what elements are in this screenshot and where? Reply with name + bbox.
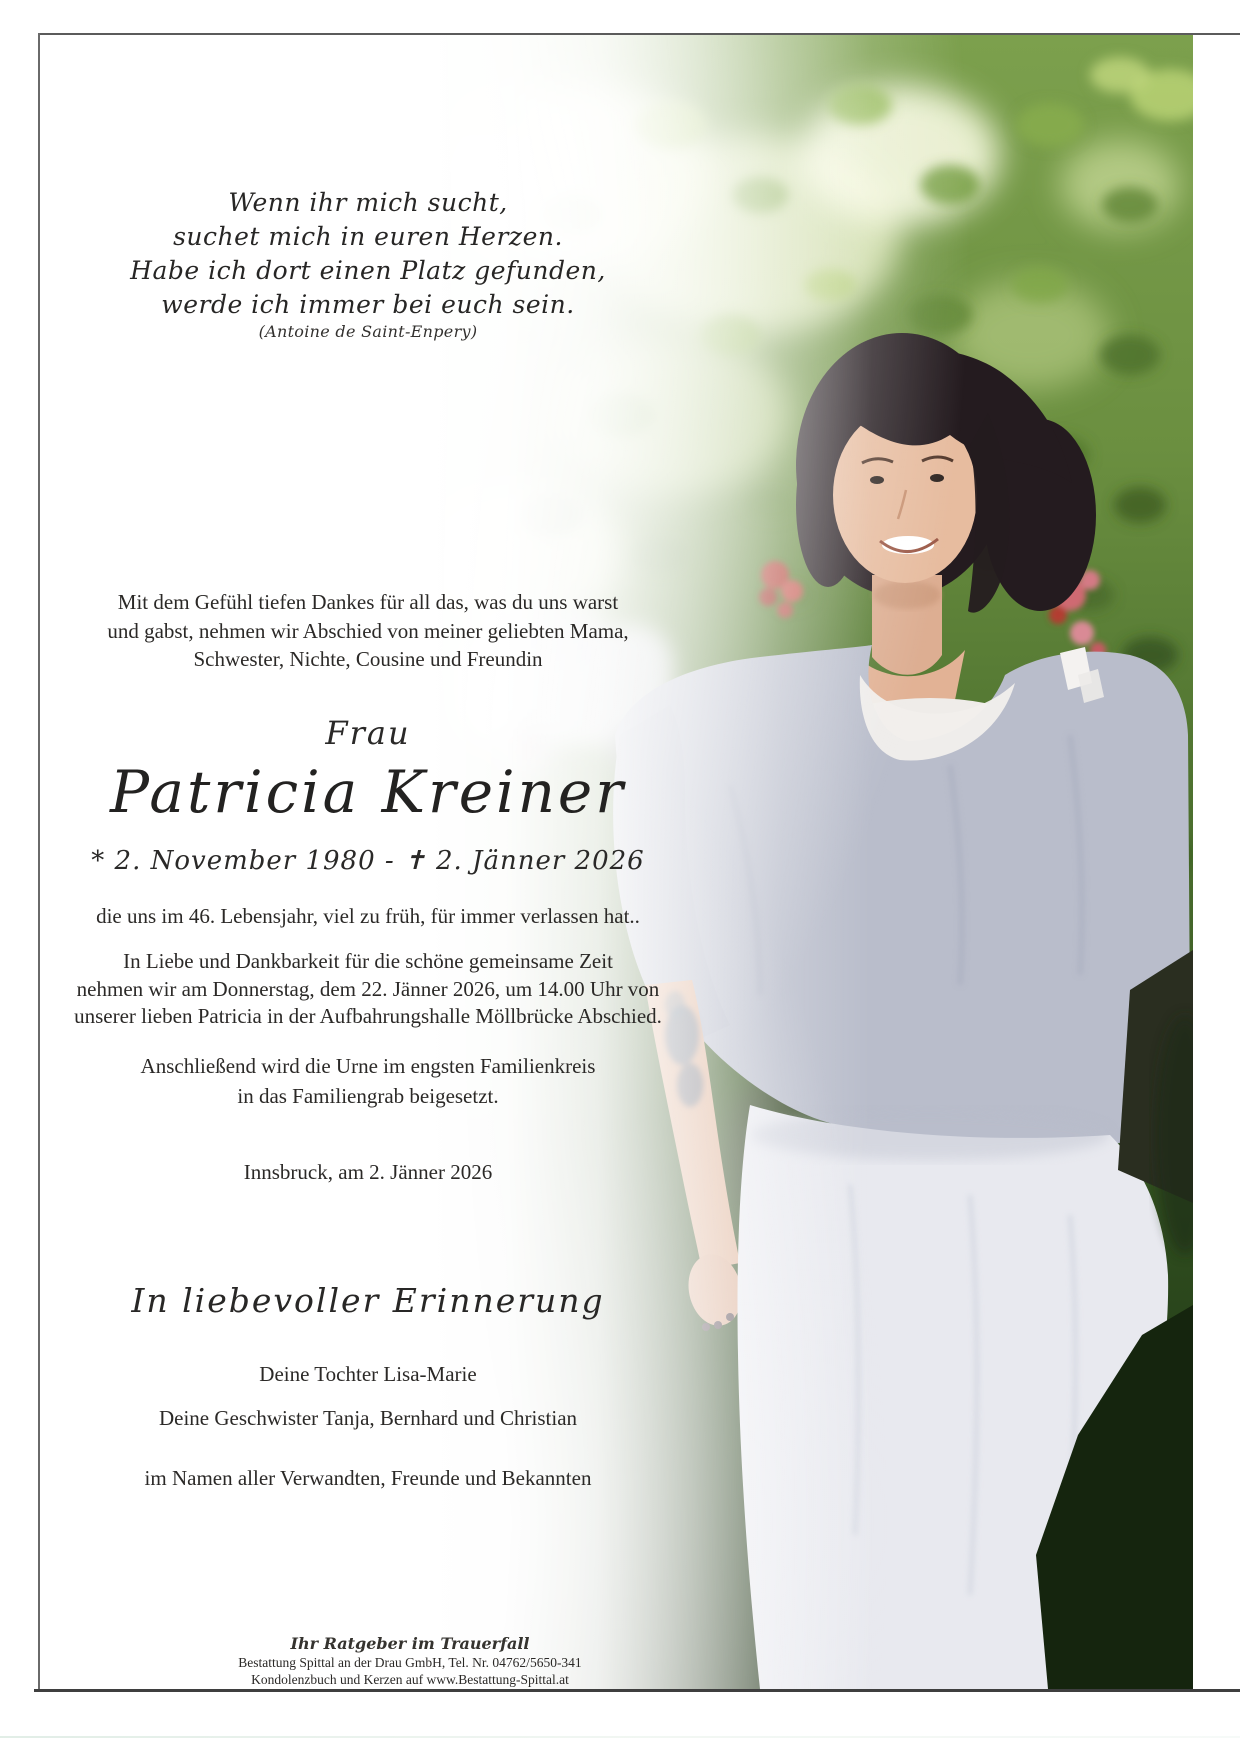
mourner-line: Deine Tochter Lisa-Marie — [259, 1362, 477, 1386]
urn-line: Anschließend wird die Urne im engsten Familienkreis — [140, 1054, 596, 1078]
footer-tagline: Ihr Ratgeber im Trauerfall — [290, 1634, 530, 1653]
intro-line: Mit dem Gefühl tiefen Dankes für all das, was du uns warst — [117, 590, 619, 614]
intro-paragraph — [36, 588, 700, 674]
quote-attribution: (Antoine de Saint-Enpery) — [258, 322, 478, 341]
urn-line: in das Familiengrab beigesetzt. — [237, 1084, 499, 1108]
card-border-left — [38, 33, 40, 1690]
farewell-line: unserer lieben Patricia in der Aufbahrungshalle Möllbrücke Abschied. — [74, 1004, 662, 1028]
salutation: Frau — [325, 714, 411, 752]
footer-company: Bestattung Spittal an der Drau GmbH, Tel. Nr. 04762/5650-341 — [238, 1655, 582, 1670]
age-line: die uns im 46. Lebensjahr, viel zu früh, für immer verlassen hat.. — [96, 904, 640, 928]
deceased-name: Patricia Kreiner — [110, 758, 626, 826]
life-dates: * 2. November 1980 - ✝ 2. Jänner 2026 — [91, 846, 645, 876]
quote-line: suchet mich in euren Herzen. — [173, 222, 563, 251]
farewell-line: In Liebe und Dankbarkeit für die schöne gemeinsame Zeit — [123, 949, 613, 973]
farewell-line: nehmen wir am Donnerstag, dem 22. Jänner 2026, um 14.00 Uhr von — [76, 976, 660, 1001]
urn-paragraph — [36, 1051, 700, 1111]
quote-line: Wenn ihr mich sucht, — [228, 188, 508, 217]
farewell-paragraph — [36, 948, 700, 1031]
quote-line: werde ich immer bei euch sein. — [161, 290, 575, 319]
remembrance-title: In liebevoller Erinnerung — [131, 1281, 605, 1320]
intro-line: und gabst, nehmen wir Abschied von meiner geliebten Mama, — [107, 618, 629, 643]
place-date: Innsbruck, am 2. Jänner 2026 — [243, 1160, 493, 1184]
mourner-line: Deine Geschwister Tanja, Bernhard und Christian — [158, 1406, 578, 1430]
mourner-line: im Namen aller Verwandten, Freunde und Bekannten — [144, 1466, 592, 1490]
quote-line: Habe ich dort einen Platz gefunden, — [130, 256, 606, 285]
footer-web: Kondolenzbuch und Kerzen auf www.Bestattung-Spittal.at — [251, 1672, 569, 1687]
quote-block — [36, 186, 700, 322]
card-border-bottom — [34, 1689, 1240, 1692]
intro-line: Schwester, Nichte, Cousine und Freundin — [193, 647, 543, 671]
card-border-top — [38, 33, 1240, 35]
scan-artifact-line — [0, 1736, 1240, 1738]
